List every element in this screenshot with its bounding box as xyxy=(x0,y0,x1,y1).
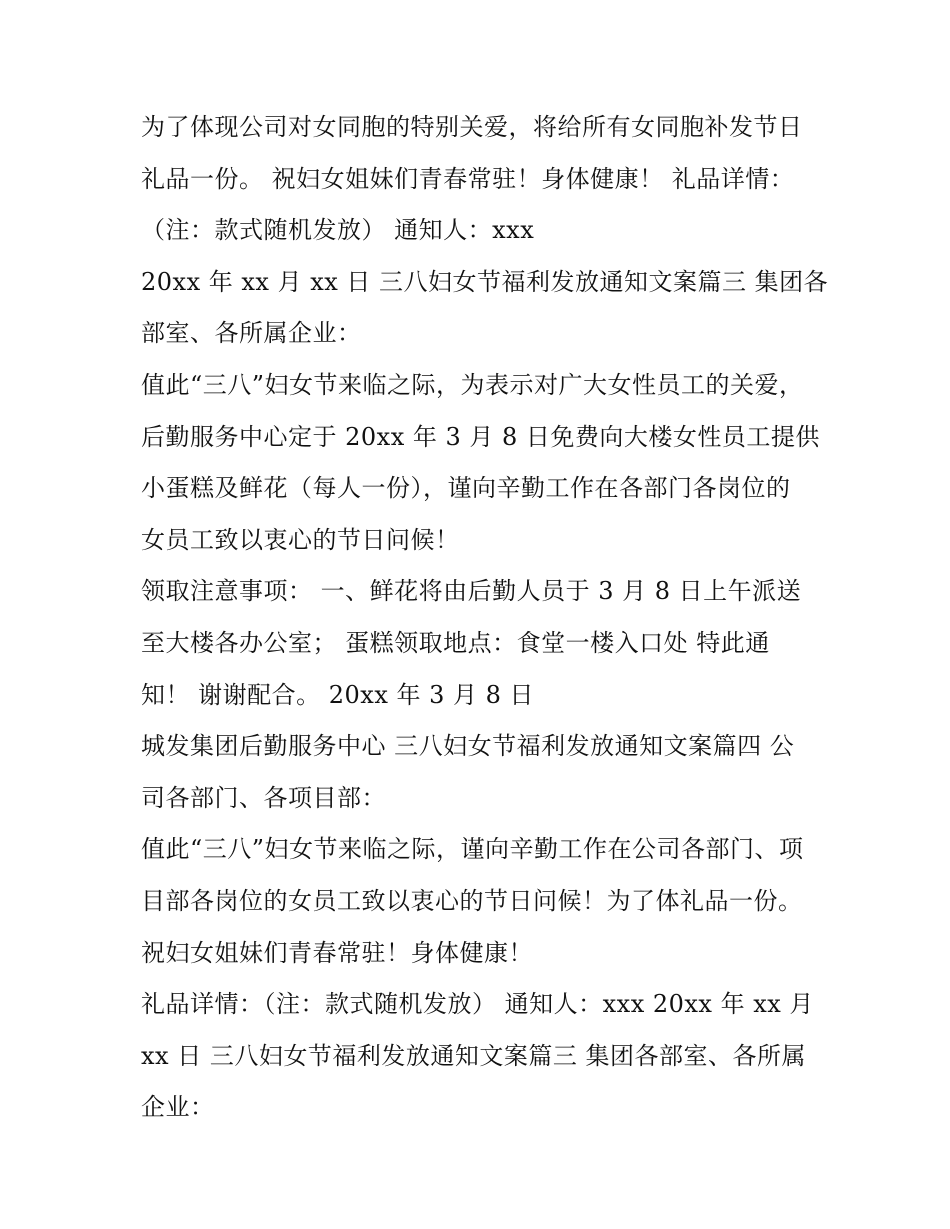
text-line: 城发集团后勤服务中心 三八妇女节福利发放通知文案篇四 公 xyxy=(141,732,795,761)
text-line: xx 日 三八妇女节福利发放通知文案篇三 集团各部室、各所属 xyxy=(141,1041,806,1070)
text-line: （注：款式随机发放） 通知人：xxx xyxy=(141,216,535,245)
text-line: 知！ 谢谢配合。 20xx 年 3 月 8 日 xyxy=(141,680,535,709)
text-line: 礼品详情：（注：款式随机发放） 通知人：xxx 20xx 年 xx 月 xyxy=(141,990,814,1019)
text-line: 目部各岗位的女员工致以衷心的节日问候！为了体礼品一份。 xyxy=(141,886,803,915)
text-line: 为了体现公司对女同胞的特别关爱，将给所有女同胞补发节日 xyxy=(141,113,803,141)
text-line: 20xx 年 xx 月 xx 日 三八妇女节福利发放通知文案篇三 集团各 xyxy=(141,267,829,296)
text-line: 部室、各所属企业： xyxy=(141,319,362,348)
text-line: 值此“三八”妇女节来临之际，为表示对广大女性员工的关爱， xyxy=(141,370,804,399)
text-line: 值此“三八”妇女节来临之际，谨向辛勤工作在公司各部门、项 xyxy=(141,835,804,864)
text-line: 至大楼各办公室； 蛋糕领取地点：食堂一楼入口处 特此通 xyxy=(141,628,770,657)
document-body xyxy=(141,102,829,1134)
text-line: 企业： xyxy=(141,1093,215,1122)
text-line: 小蛋糕及鲜花（每人一份），谨向辛勤工作在各部门各岗位的 xyxy=(141,474,791,503)
text-line: 领取注意事项： 一、鲜花将由后勤人员于 3 月 8 日上午派送 xyxy=(141,577,802,606)
text-line: 祝妇女姐妹们青春常驻！身体健康！ xyxy=(141,938,533,967)
text-line: 后勤服务中心定于 20xx 年 3 月 8 日免费向大楼女性员工提供 xyxy=(141,422,820,451)
text-line: 女员工致以衷心的节日问候！ xyxy=(141,525,460,554)
text-line: 司各部门、各项目部： xyxy=(141,783,386,812)
text-line: 礼品一份。 祝妇女姐妹们青春常驻！身体健康！ 礼品详情： xyxy=(141,164,795,193)
